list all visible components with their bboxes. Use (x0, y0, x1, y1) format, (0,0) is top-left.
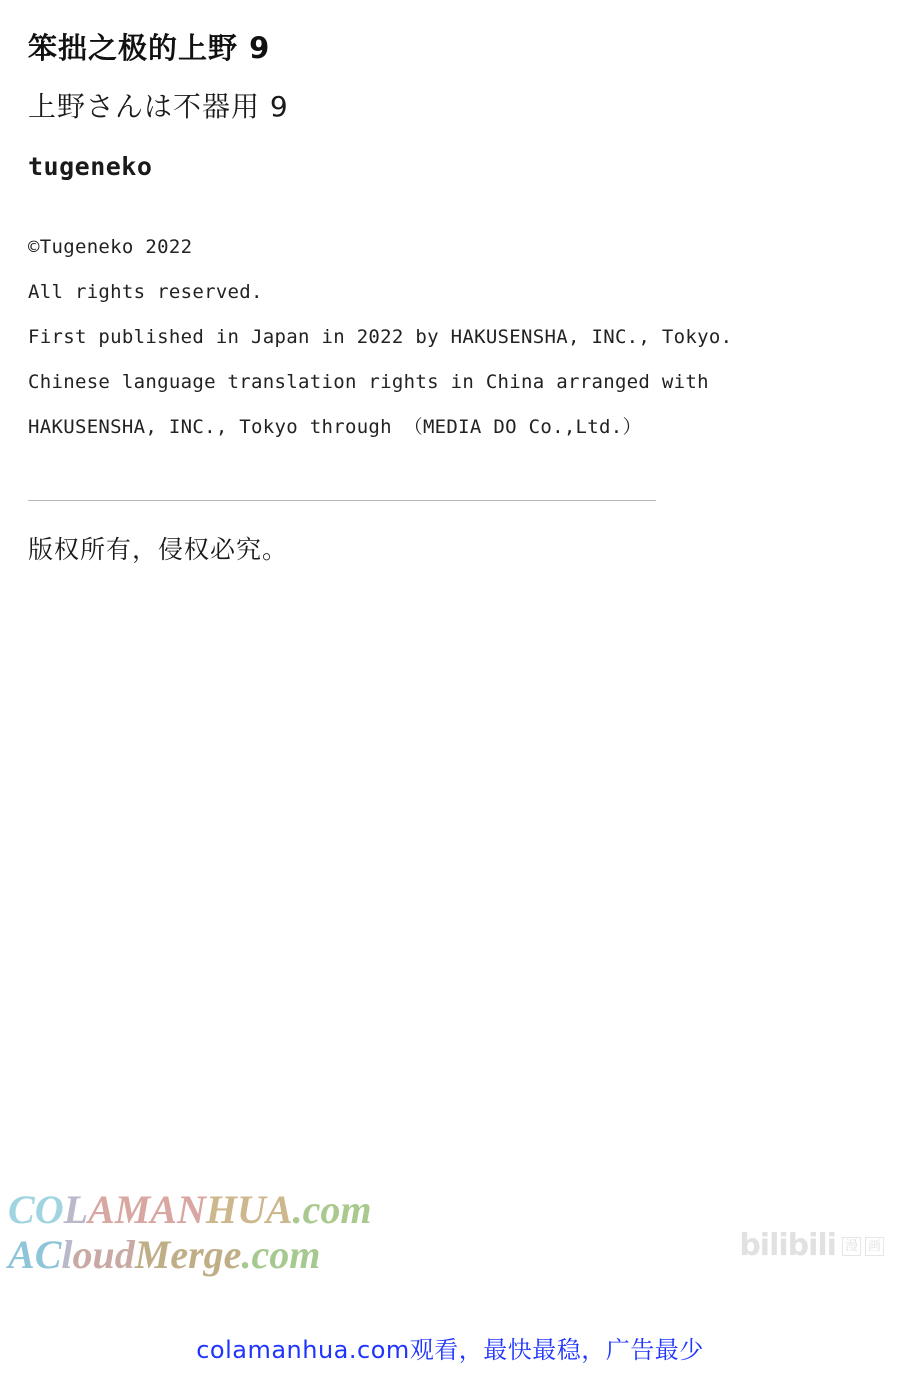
copyright-line: Chinese language translation rights in China arranged with (28, 371, 709, 393)
author-name: tugeneko (28, 152, 153, 181)
bilibili-manhua-top: 漫 (842, 1237, 861, 1256)
watermark-line-two: ACloudMerge.com (8, 1231, 321, 1277)
bilibili-wordmark: bilibili (739, 1228, 836, 1263)
copyright-line: First published in Japan in 2022 by HAKUSENSHA, INC., Tokyo. (28, 326, 733, 348)
section-divider (28, 500, 656, 501)
watermark-line-one: COLAMANHUA.com (8, 1187, 372, 1232)
bilibili-manhua-mark (842, 1237, 884, 1255)
copyright-line: ©Tugeneko 2022 (28, 236, 193, 258)
copyright-line: HAKUSENSHA, INC., Tokyo through （MEDIA DO Co.,Ltd.） (28, 416, 642, 438)
site-watermark (8, 1188, 371, 1278)
copyright-line: All rights reserved. (28, 281, 263, 303)
footer-promo-note: colamanhua.com观看，最快最稳，广告最少 (196, 1336, 704, 1364)
rights-reserved-note: 版权所有，侵权必究。 (28, 535, 289, 564)
page-title-chinese: 笨拙之极的上野 9 (28, 31, 271, 65)
page-title-japanese: 上野さんは不器用 9 (28, 90, 289, 123)
copyright-block (28, 225, 868, 450)
bilibili-logo (739, 1228, 884, 1263)
bilibili-manhua-bottom: 画 (865, 1237, 884, 1256)
